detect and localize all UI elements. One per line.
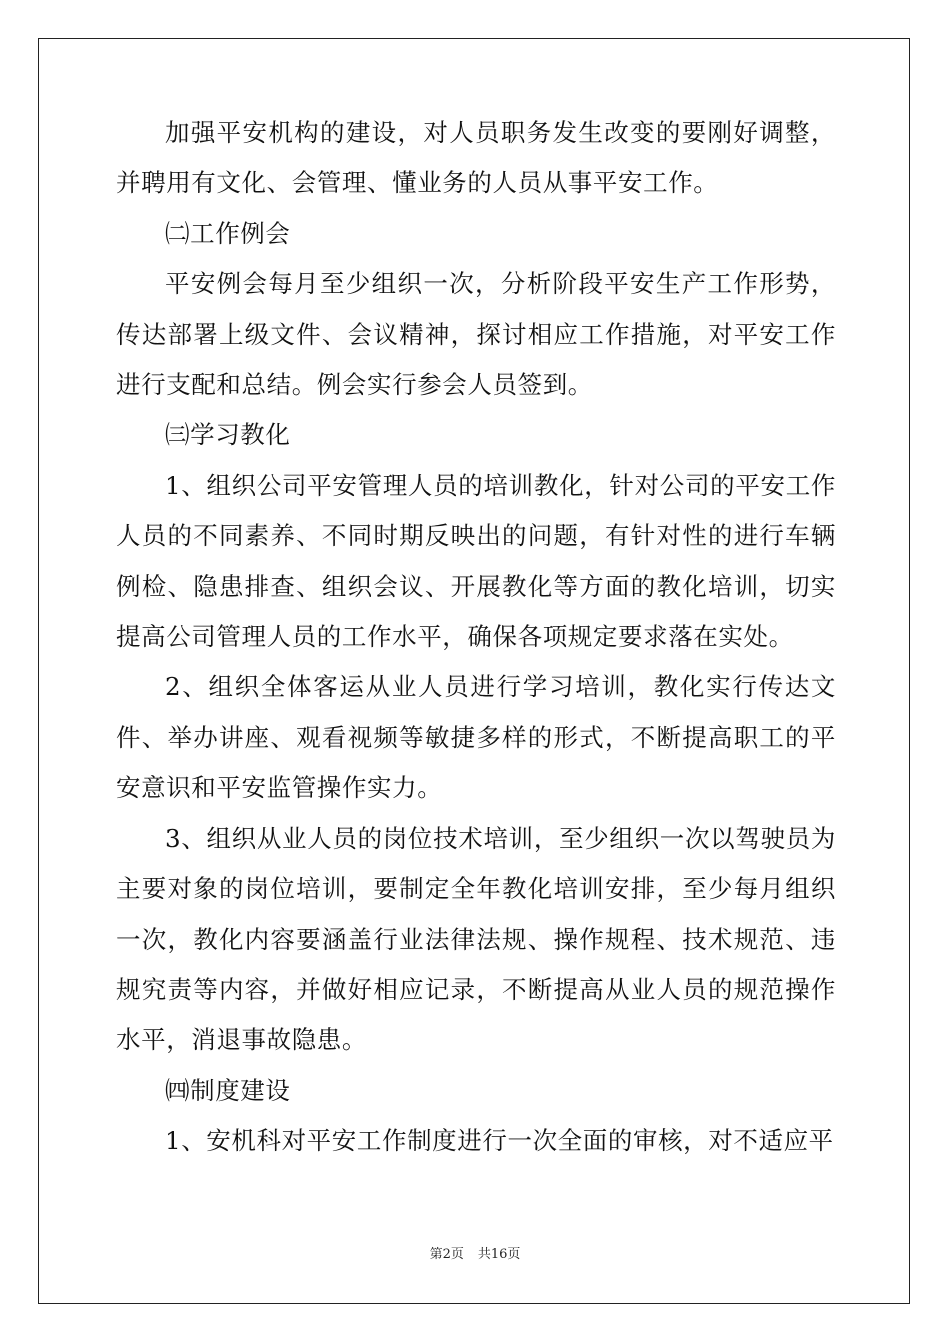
page-footer <box>0 1246 950 1264</box>
paragraph: 1、组织公司平安管理人员的培训教化，针对公司的平安工作人员的不同素养、不同时期反映出的问题，有针对性的进行车辆例检、隐患排查、组织会议、开展教化等方面的教化培训，切实提高公司管理人员的工作水平，确保各项规定要求落在实处。 <box>116 470 836 652</box>
paragraph: 2、组织全体客运从业人员进行学习培训，教化实行传达文件、举办讲座、观看视频等敏捷多样的形式，不断提高职工的平安意识和平安监管操作实力。 <box>116 672 836 803</box>
section-heading: ㈢学习教化 <box>165 420 291 450</box>
section-heading: ㈡工作例会 <box>165 218 291 248</box>
paragraph: 1、安机科对平安工作制度进行一次全面的审核，对不适应平 <box>165 1126 834 1156</box>
section-heading: ㈣制度建设 <box>165 1075 291 1105</box>
paragraph: 加强平安机构的建设，对人员职务发生改变的要刚好调整，并聘用有文化、会管理、懂业务的人员从事平安工作。 <box>116 118 836 198</box>
paragraph: 平安例会每月至少组织一次，分析阶段平安生产工作形势，传达部署上级文件、会议精神，探讨相应工作措施，对平安工作进行支配和总结。例会实行参会人员签到。 <box>116 269 836 400</box>
paragraph: 3、组织从业人员的岗位技术培训，至少组织一次以驾驶员为主要对象的岗位培训，要制定全年教化培训安排，至少每月组织一次，教化内容要涵盖行业法律法规、操作规程、技术规范、违规究责等内容，并做好相应记录，不断提高从业人员的规范操作水平，消退事故隐患。 <box>116 823 836 1055</box>
page-number: 第2页 <box>429 1247 464 1262</box>
page-total: 共16页 <box>477 1247 521 1262</box>
document-body <box>116 108 836 1167</box>
